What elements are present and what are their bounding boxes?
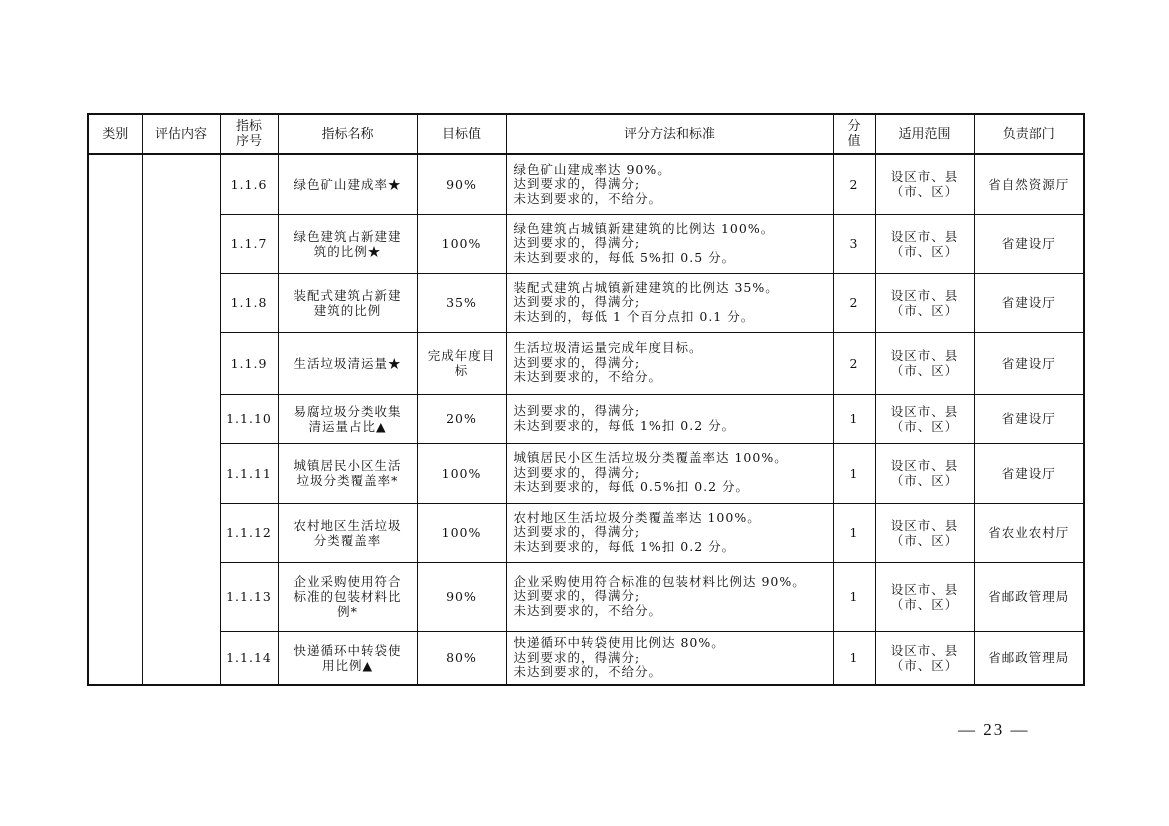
category-cell <box>88 154 142 685</box>
scoring-method-cell <box>506 443 833 503</box>
scoring-method-cell <box>506 562 833 631</box>
scoring-method-cell <box>506 154 833 214</box>
target-value-cell: 100% <box>417 443 506 503</box>
scope-cell: 设区市、县（市、区） <box>875 503 974 562</box>
department-cell: 省邮政管理局 <box>974 562 1084 631</box>
scoring-method-cell <box>506 503 833 562</box>
header-index-no: 指标序号 <box>220 114 278 154</box>
scoring-method-line: 未达到要求的，不给分。 <box>513 602 663 618</box>
table-row <box>88 631 1084 685</box>
scope-cell: 设区市、县（市、区） <box>875 631 974 685</box>
scoring-method-line: 未达到要求的，每低 1%扣 0.2 分。 <box>513 417 736 433</box>
scoring-method-line: 未达到要求的，每低 5%扣 0.5 分。 <box>513 249 736 265</box>
scoring-method-cell <box>506 394 833 443</box>
scope-cell: 设区市、县（市、区） <box>875 273 974 332</box>
score-cell: 1 <box>833 443 875 503</box>
target-value-cell: 20% <box>417 394 506 443</box>
table-row <box>88 214 1084 273</box>
scoring-method-line: 达到要求的，得满分; <box>513 403 641 418</box>
scope-cell: 设区市、县（市、区） <box>875 154 974 214</box>
header-scope: 适用范围 <box>875 114 974 154</box>
index-no-cell: 1.1.13 <box>220 562 278 631</box>
score-cell: 2 <box>833 332 875 394</box>
table-body <box>88 154 1084 685</box>
scoring-method-line: 未达到要求的，每低 1%扣 0.2 分。 <box>513 538 736 554</box>
index-no-cell: 1.1.9 <box>220 332 278 394</box>
department-cell: 省建设厅 <box>974 332 1084 394</box>
target-value-cell: 90% <box>417 562 506 631</box>
indicator-name-cell: 绿色矿山建成率★ <box>278 154 417 214</box>
page-number: — 23 — <box>958 720 1030 739</box>
scope-cell: 设区市、县（市、区） <box>875 562 974 631</box>
indicator-name-cell: 装配式建筑占新建建筑的比例 <box>278 273 417 332</box>
indicator-name-cell: 快递循环中转袋使用比例▲ <box>278 631 417 685</box>
scoring-method-cell <box>506 631 833 685</box>
scoring-method-line: 未达到要求的，不给分。 <box>513 664 663 679</box>
header-method: 评分方法和标准 <box>506 114 833 154</box>
target-value-cell: 80% <box>417 631 506 685</box>
index-no-cell: 1.1.6 <box>220 154 278 214</box>
header-name: 指标名称 <box>278 114 417 154</box>
indicator-name-cell: 绿色建筑占新建建筑的比例★ <box>278 214 417 273</box>
index-no-cell: 1.1.11 <box>220 443 278 503</box>
score-cell: 3 <box>833 214 875 273</box>
scope-cell: 设区市、县（市、区） <box>875 394 974 443</box>
table-row <box>88 443 1084 503</box>
scoring-method-line: 达到要求的，得满分; <box>513 235 641 251</box>
score-cell: 2 <box>833 154 875 214</box>
department-cell: 省建设厅 <box>974 394 1084 443</box>
indicator-name-cell: 易腐垃圾分类收集清运量占比▲ <box>278 394 417 443</box>
scoring-method-line: 农村地区生活垃圾分类覆盖率达 100%。 <box>513 509 761 525</box>
header-target: 目标值 <box>417 114 506 154</box>
table-row <box>88 332 1084 394</box>
scope-cell: 设区市、县（市、区） <box>875 332 974 394</box>
department-cell: 省建设厅 <box>974 214 1084 273</box>
scoring-method-line: 达到要求的，得满分; <box>513 464 641 480</box>
scoring-method-line: 城镇居民小区生活垃圾分类覆盖率达 100%。 <box>513 450 788 466</box>
scoring-method-cell <box>506 214 833 273</box>
indicator-table <box>87 113 1085 686</box>
indicator-name-cell: 生活垃圾清运量★ <box>278 332 417 394</box>
score-cell: 1 <box>833 631 875 685</box>
index-no-cell: 1.1.12 <box>220 503 278 562</box>
table-row <box>88 503 1084 562</box>
scoring-method-line: 达到要求的，得满分; <box>513 176 641 191</box>
index-no-cell: 1.1.14 <box>220 631 278 685</box>
scope-cell: 设区市、县（市、区） <box>875 214 974 273</box>
department-cell: 省自然资源厅 <box>974 154 1084 214</box>
header-department: 负责部门 <box>974 114 1084 154</box>
scoring-method-line: 企业采购使用符合标准的包装材料比例达 90%。 <box>513 573 806 589</box>
table-row <box>88 562 1084 631</box>
scoring-method-line: 生活垃圾清运量完成年度目标。 <box>513 340 703 356</box>
indicator-name-cell: 城镇居民小区生活垃圾分类覆盖率* <box>278 443 417 503</box>
scoring-method-line: 绿色建筑占城镇新建建筑的比例达 100%。 <box>513 220 775 236</box>
scope-cell: 设区市、县（市、区） <box>875 443 974 503</box>
scoring-method-line: 快递循环中转袋使用比例达 80%。 <box>513 635 725 650</box>
target-value-cell: 90% <box>417 154 506 214</box>
scoring-method-line: 达到要求的，得满分; <box>513 524 641 540</box>
scoring-method-line: 未达到要求的，不给分。 <box>513 190 663 206</box>
header-content: 评估内容 <box>142 114 220 154</box>
scoring-method-line: 装配式建筑占城镇新建建筑的比例达 35%。 <box>513 279 779 295</box>
target-value-cell: 完成年度目标 <box>417 332 506 394</box>
scoring-method-cell <box>506 332 833 394</box>
scoring-method-line: 未达到要求的，不给分。 <box>513 369 663 385</box>
table-row <box>88 273 1084 332</box>
indicator-name-cell: 企业采购使用符合标准的包装材料比例* <box>278 562 417 631</box>
index-no-cell: 1.1.10 <box>220 394 278 443</box>
score-cell: 1 <box>833 394 875 443</box>
scoring-method-cell <box>506 273 833 332</box>
index-no-cell: 1.1.7 <box>220 214 278 273</box>
indicator-name-cell: 农村地区生活垃圾分类覆盖率 <box>278 503 417 562</box>
department-cell: 省建设厅 <box>974 273 1084 332</box>
header-category: 类别 <box>88 114 142 154</box>
header-score: 分值 <box>833 114 875 154</box>
scoring-method-line: 达到要求的，得满分; <box>513 294 641 310</box>
target-value-cell: 100% <box>417 214 506 273</box>
table-row <box>88 394 1084 443</box>
target-value-cell: 100% <box>417 503 506 562</box>
department-cell: 省邮政管理局 <box>974 631 1084 685</box>
scoring-method-line: 达到要求的，得满分; <box>513 649 641 665</box>
table-row <box>88 154 1084 214</box>
scoring-method-line: 达到要求的，得满分; <box>513 588 641 604</box>
department-cell: 省建设厅 <box>974 443 1084 503</box>
content-cell <box>142 154 220 685</box>
target-value-cell: 35% <box>417 273 506 332</box>
scoring-method-line: 未达到要求的，每低 0.5%扣 0.2 分。 <box>513 479 750 495</box>
score-cell: 2 <box>833 273 875 332</box>
scoring-method-line: 达到要求的，得满分; <box>513 354 641 370</box>
table-header-row <box>88 114 1084 154</box>
scoring-method-line: 未达到的，每低 1 个百分点扣 0.1 分。 <box>513 308 755 324</box>
department-cell: 省农业农村厅 <box>974 503 1084 562</box>
scoring-method-line: 绿色矿山建成率达 90%。 <box>513 161 671 177</box>
score-cell: 1 <box>833 503 875 562</box>
score-cell: 1 <box>833 562 875 631</box>
index-no-cell: 1.1.8 <box>220 273 278 332</box>
